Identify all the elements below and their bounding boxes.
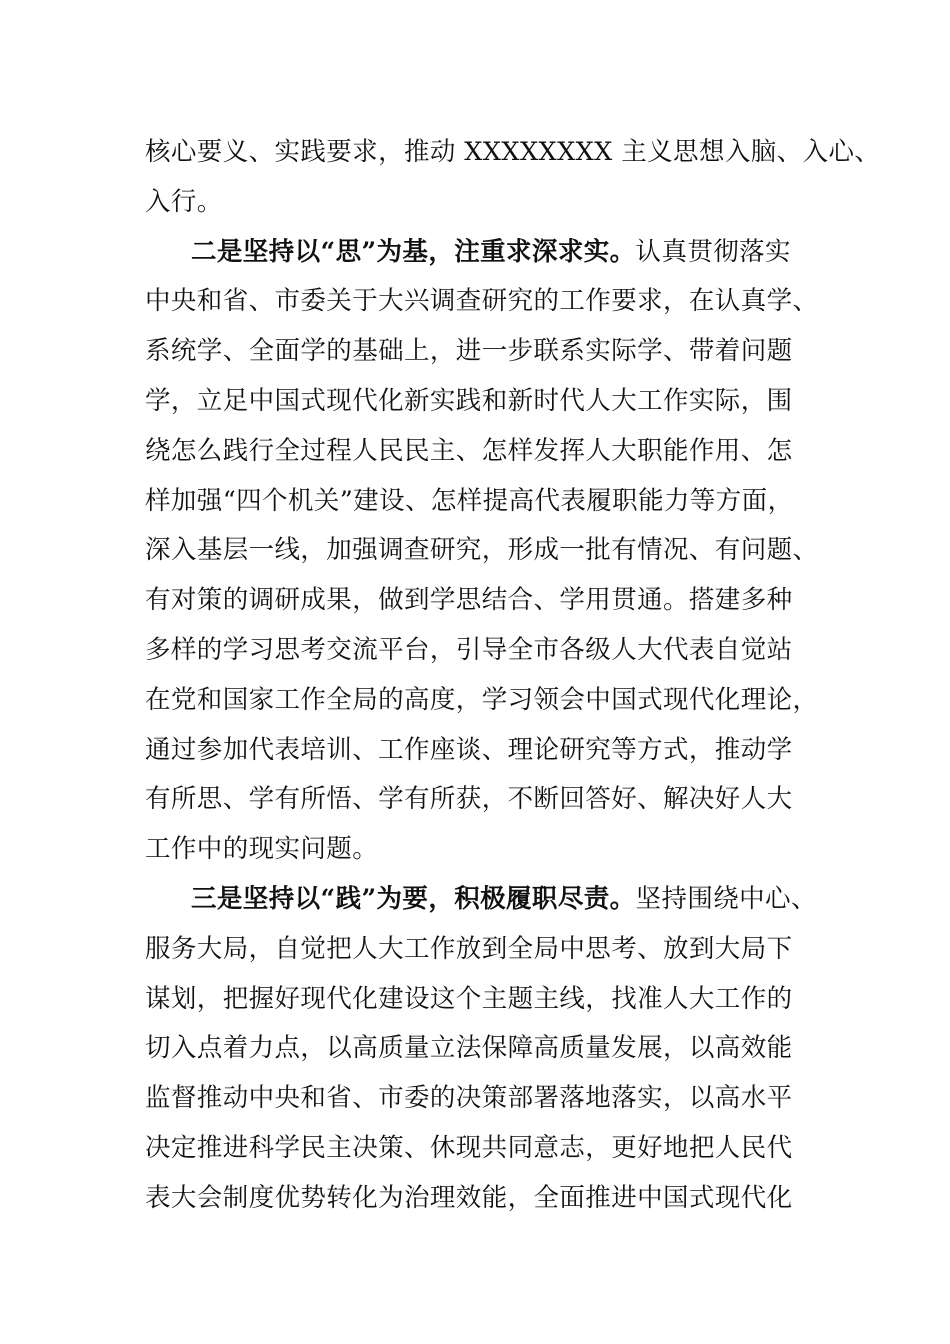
text-line: [145, 178, 835, 228]
line-text: 决定推进科学民主决策、休现共同意志，更好地把人民代: [145, 1132, 793, 1163]
text-line: [145, 1174, 835, 1224]
text-line: [145, 327, 835, 377]
line-text: 监督推动中央和省、市委的决策部署落地落实，以高水平: [145, 1083, 793, 1114]
text-line: [145, 1124, 835, 1174]
text-line: [145, 526, 835, 576]
line-text: 服务大局，自觉把人大工作放到全局中思考、放到大局下: [145, 933, 793, 964]
line-text: 绕怎么践行全过程人民民主、怎样发挥人大职能作用、怎: [145, 435, 793, 466]
line-text: 在党和国家工作全局的高度，学习领会中国式现代化理论，: [145, 684, 819, 715]
line-text: 学，立足中国式现代化新实践和新时代人大工作实际，围: [145, 385, 793, 416]
line-text: 多样的学习思考交流平台，引导全市各级人大代表自觉站: [145, 634, 793, 665]
line-text: 通过参加代表培训、工作座谈、理论研究等方式，推动学: [145, 734, 793, 765]
text-line: [145, 277, 835, 327]
line-text: 坚持围绕中心、: [635, 883, 817, 914]
text-line: [145, 676, 835, 726]
text-line: [145, 1024, 835, 1074]
text-line: [145, 477, 835, 527]
line-text: 入行。: [145, 186, 223, 217]
line-text: 表大会制度优势转化为治理效能，全面推进中国式现代化: [145, 1182, 793, 1213]
text-line: [145, 427, 835, 477]
text-line: [145, 1074, 835, 1124]
line-text: 核心要义、实践要求，推动 XXXXXXXX 主义思想入脑、入心、: [145, 137, 881, 167]
line-text: 系统学、全面学的基础上，进一步联系实际学、带着问题: [145, 336, 793, 367]
line-text: 中央和省、市委关于大兴调查研究的工作要求，在认真学、: [145, 286, 819, 317]
line-text: 切入点着力点，以高质量立法保障高质量发展，以高效能: [145, 1033, 793, 1064]
paragraph-heading-line: [145, 875, 835, 925]
text-line: [145, 626, 835, 676]
line-text: 谋划，把握好现代化建设这个主题主线，找准人大工作的: [145, 983, 793, 1014]
text-line: [145, 726, 835, 776]
body-text: [145, 128, 881, 1224]
line-text: 深入基层一线，加强调查研究，形成一批有情况、有问题、: [145, 535, 819, 566]
text-line: [145, 377, 835, 427]
text-line: [145, 775, 835, 825]
line-text: 样加强“四个机关”建设、怎样提高代表履职能力等方面，: [145, 485, 794, 516]
paragraph-heading-line: [145, 228, 835, 278]
text-line: [145, 825, 835, 875]
text-line: [145, 128, 881, 178]
paragraph-heading: 二是坚持以“思”为基，注重求深求实。: [191, 236, 636, 267]
line-text: 认真贯彻落实: [635, 236, 791, 267]
text-line: [145, 975, 835, 1025]
text-line: [145, 925, 835, 975]
line-text: 有对策的调研成果，做到学思结合、学用贯通。搭建多种: [145, 585, 793, 616]
line-text: 工作中的现实问题。: [145, 834, 379, 865]
text-line: [145, 576, 835, 626]
paragraph-heading: 三是坚持以“践”为要，积极履职尽责。: [191, 883, 636, 914]
line-text: 有所思、学有所悟、学有所获，不断回答好、解决好人大: [145, 784, 793, 815]
